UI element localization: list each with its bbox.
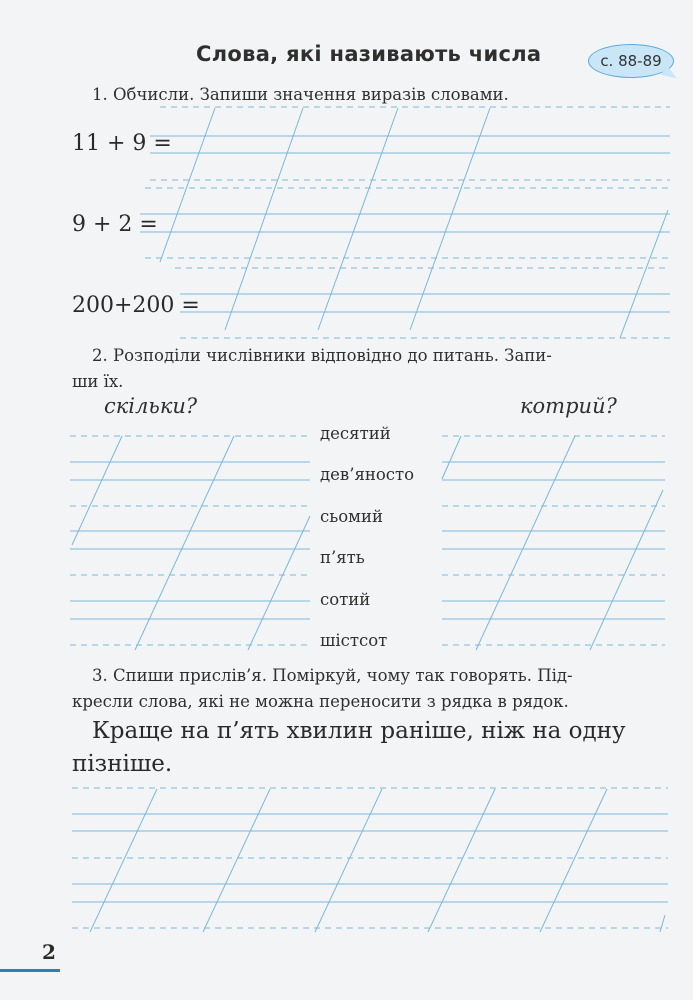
numeral-word: дев’яносто: [320, 465, 415, 484]
numeral-word: сотий: [320, 590, 371, 609]
page-reference-text: с. 88-89: [600, 52, 662, 70]
task3-instruction-line2: кресли слова, які не можна переносити з рядка в рядок.: [72, 692, 569, 711]
expression-3: 200+200 =: [72, 293, 200, 318]
task3-instruction-line1: 3. Спиши прислів’я. Поміркуй, чому так говорять. Під-: [92, 666, 573, 685]
numeral-word: шістсот: [320, 631, 388, 650]
expression-1: 11 + 9 =: [72, 131, 172, 156]
proverb-line2: пізніше.: [72, 751, 173, 777]
proverb-line1: Краще на п’ять хвилин раніше, ніж на одну: [92, 718, 626, 744]
task2-instruction-line2: ши їх.: [72, 372, 124, 391]
expression-2: 9 + 2 =: [72, 212, 158, 237]
question-how-many: скільки?: [104, 394, 198, 418]
numeral-word: п’ять: [320, 548, 365, 567]
numeral-word: сьомий: [320, 507, 383, 526]
page-number-bar: [0, 969, 60, 972]
page-number: 2: [42, 940, 56, 964]
task1-instruction: 1. Обчисли. Запиши значення виразів словами.: [92, 85, 509, 104]
question-which: котрий?: [520, 394, 617, 418]
task2-instruction-line1: 2. Розподіли числівники відповідно до питань. Запи-: [92, 346, 552, 365]
numeral-word: десятий: [320, 424, 391, 443]
page-title: Слова, які називають числа: [196, 42, 542, 66]
